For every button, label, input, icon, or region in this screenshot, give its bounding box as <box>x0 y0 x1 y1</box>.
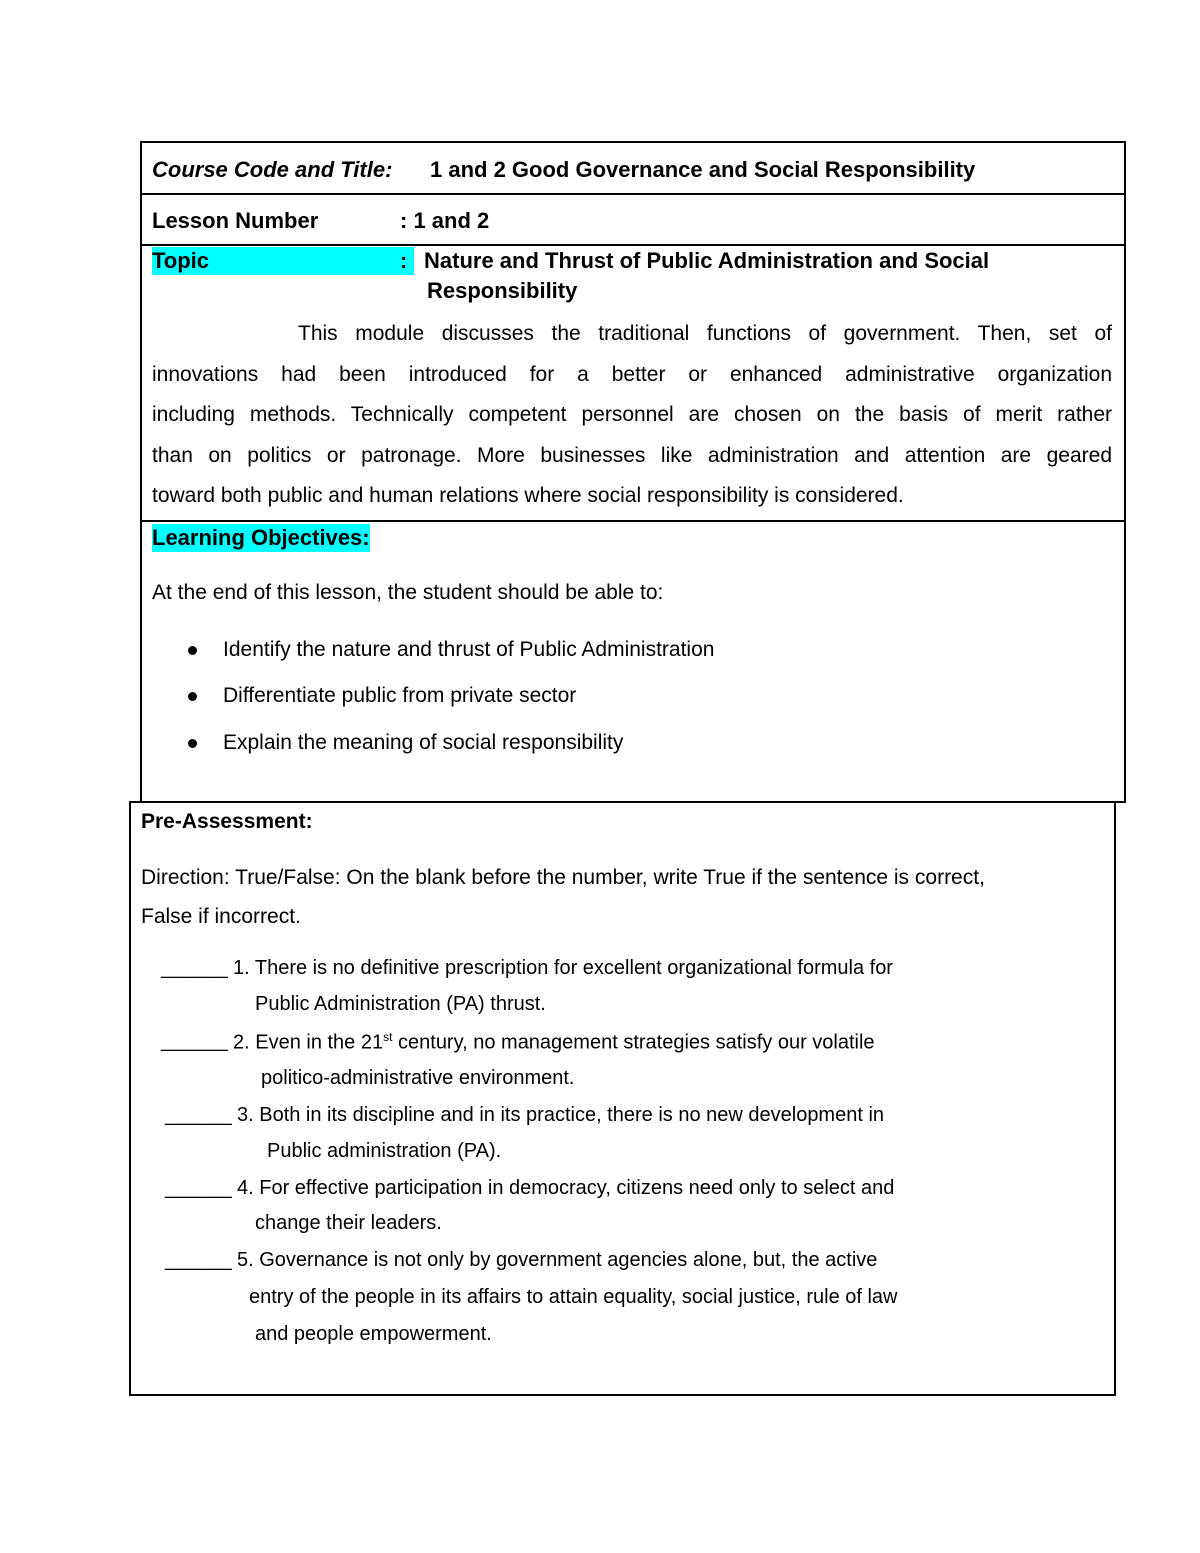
question-text: change their leaders. <box>255 1212 442 1234</box>
question-text: Public administration (PA). <box>267 1140 502 1162</box>
objectives-intro: At the end of this lesson, the student should be able to: <box>152 581 664 604</box>
bullet-icon <box>188 739 197 748</box>
row-divider <box>142 193 1124 195</box>
answer-blank[interactable]: ______ <box>161 1030 228 1052</box>
topic-value-line1: Nature and Thrust of Public Administration and Social <box>424 248 990 273</box>
lesson-number-label: Lesson Number <box>152 208 319 233</box>
question-text: 2. Even in the 21st century, no management strategies satisfy our volatile <box>233 1030 875 1054</box>
description-line: This module discusses the traditional functions of government. Then, set of <box>298 322 1112 345</box>
topic-label: Topic <box>152 247 400 275</box>
objective-item: Explain the meaning of social responsibility <box>223 731 624 754</box>
row-divider <box>142 244 1124 246</box>
question-text: 4. For effective participation in democracy, citizens need only to select and <box>237 1177 895 1199</box>
question-text: entry of the people in its affairs to attain equality, social justice, rule of law <box>249 1286 898 1308</box>
bullet-icon <box>188 692 197 701</box>
course-label: Course Code and Title: <box>152 157 393 182</box>
lesson-number-value: : 1 and 2 <box>400 208 490 233</box>
question-text: 5. Governance is not only by government agencies alone, but, the active <box>237 1249 878 1271</box>
pre-assessment-box <box>129 801 1116 1396</box>
answer-blank[interactable]: ______ <box>165 1249 232 1271</box>
bullet-icon <box>188 646 197 655</box>
row-divider <box>142 520 1124 522</box>
question-text: politico-administrative environment. <box>261 1067 575 1089</box>
topic-value-line2: Responsibility <box>427 278 578 303</box>
topic-colon: : <box>400 247 414 275</box>
description-line: than on politics or patronage. More businesses like administration and attention are geared <box>152 444 1112 467</box>
description-line: innovations had been introduced for a better or enhanced administrative organization <box>152 363 1112 386</box>
direction-line1: Direction: True/False: On the blank before the number, write True if the sentence is correct, <box>141 866 985 889</box>
question-text: Public Administration (PA) thrust. <box>255 993 546 1015</box>
answer-blank[interactable]: ______ <box>165 1104 232 1126</box>
answer-blank[interactable]: ______ <box>165 1177 232 1199</box>
answer-blank[interactable]: ______ <box>161 957 228 979</box>
course-title: 1 and 2 Good Governance and Social Responsibility <box>430 157 976 182</box>
objective-item: Differentiate public from private sector <box>223 684 577 707</box>
pre-assessment-heading: Pre-Assessment: <box>141 810 313 833</box>
question-text: and people empowerment. <box>255 1323 492 1345</box>
description-line: including methods. Technically competent personnel are chosen on the basis of merit rather <box>152 403 1112 426</box>
question-text: 1. There is no definitive prescription for excellent organizational formula for <box>233 957 893 979</box>
objective-item: Identify the nature and thrust of Public Administration <box>223 638 715 661</box>
direction-line2: False if incorrect. <box>141 905 301 928</box>
learning-objectives-heading: Learning Objectives: <box>152 525 370 550</box>
question-text: 3. Both in its discipline and in its practice, there is no new development in <box>237 1104 885 1126</box>
lesson-info-table <box>140 141 1126 803</box>
description-line: toward both public and human relations where social responsibility is considered. <box>152 484 904 507</box>
